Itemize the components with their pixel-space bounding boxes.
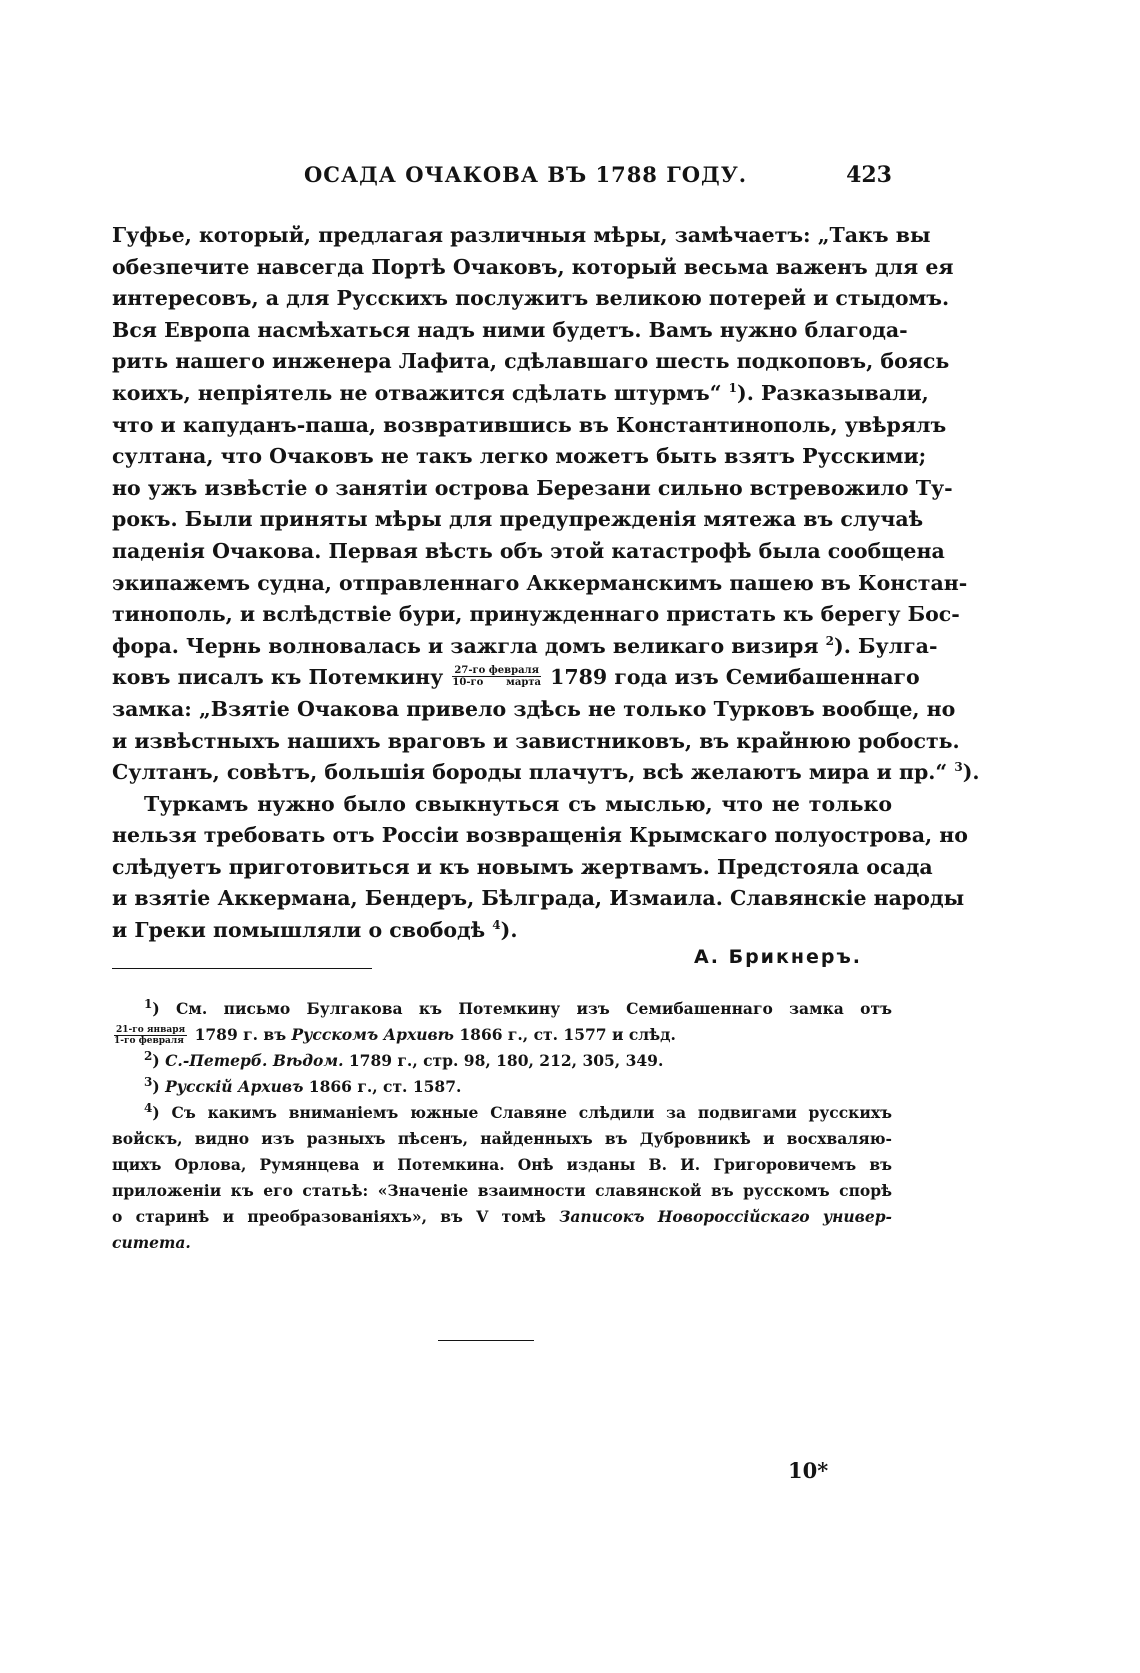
page-number: 423: [846, 162, 892, 188]
text-span: 1789 г., стр. 98, 180, 212, 305, 349.: [348, 1051, 664, 1070]
date-bottom: 1-го февраля: [114, 1035, 184, 1046]
text-line: но ужъ извѣстіе о занятіи острова Березани сильно встревожило Ту-: [112, 475, 953, 500]
text-span: ). Булга-: [834, 633, 938, 658]
text-span: ): [152, 1077, 166, 1096]
signature-row: [112, 946, 892, 976]
text-line: интересовъ, а для Русскихъ послужитъ великою потерей и стыдомъ.: [112, 286, 950, 311]
text-line: рокъ. Были приняты мѣры для предупрежденія мятежа въ случаѣ: [112, 507, 924, 532]
date-top: 21-го января: [116, 1024, 186, 1035]
footnote-line: [112, 996, 892, 1022]
footnote-marker: 4: [144, 1100, 153, 1115]
footnote-line: [112, 1022, 892, 1048]
text-span: ): [152, 1051, 166, 1070]
text-line: замка: „Взятіе Очакова привело здѣсь не только Турковъ вообще, но: [112, 696, 956, 721]
text-span: ) См. письмо Булгакова къ Потемкину изъ Семибашеннаго замка отъ: [152, 999, 892, 1018]
source-title: Русскій Архивъ: [165, 1077, 304, 1096]
footnote-line: [112, 1230, 892, 1256]
footnote-ref: 4: [492, 918, 501, 933]
date-fraction: [452, 665, 541, 688]
footnote-ref: 3: [954, 760, 963, 775]
text-line: [112, 915, 892, 947]
text-line: Гуфье, который, предлагая различныя мѣры, замѣчаетъ: „Такъ вы: [112, 223, 931, 247]
text-line: экипажемъ судна, отправленнаго Аккерманскимъ пашею въ Констан-: [112, 570, 968, 595]
footnote-ref: 1: [728, 381, 737, 396]
text-span: ).: [500, 918, 518, 943]
source-title: Записокъ Новороссійскаго универ-: [559, 1207, 892, 1226]
source-title: Русскомъ Архивѣ: [291, 1025, 454, 1044]
footnote-marker: 1: [144, 996, 153, 1011]
footnote-4: [112, 1100, 892, 1256]
source-title: ситета.: [112, 1233, 191, 1252]
text-span: ). Разказывали,: [737, 380, 929, 405]
footnote-marker: 3: [144, 1074, 153, 1089]
text-span: ковъ писалъ къ Потемкину: [112, 665, 444, 690]
text-span: Султанъ, совѣтъ, большія бороды плачутъ, всѣ желаютъ мира и пр.“: [112, 760, 948, 785]
footnote-line: [112, 1100, 892, 1126]
footnote-line: [112, 1048, 892, 1074]
text-span: коихъ, непріятель не отважится сдѣлать штурмъ“: [112, 380, 722, 405]
text-line: паденія Очакова. Первая вѣсть объ этой катастрофѣ была сообщена: [112, 538, 945, 563]
footnote-line: приложеніи къ его статьѣ: «Значеніе взаимности славянской въ русскомъ спорѣ: [112, 1181, 892, 1200]
text-line: [112, 662, 920, 694]
footnote-marker: 2: [144, 1048, 153, 1063]
footnotes: [112, 996, 892, 1256]
text-line: слѣдуетъ приготовиться и къ новымъ жертвамъ. Предстояла осада: [112, 854, 933, 879]
source-title: С.-Петерб. Вѣдом.: [165, 1051, 344, 1070]
text-span: и Греки помышляли о свободѣ: [112, 918, 486, 943]
footnote-separator-rule: [112, 968, 372, 969]
text-line: Туркамъ нужно было свыкнуться съ мыслью, что не только: [144, 791, 892, 816]
text-span: ) Съ какимъ вниманіемъ южные Славяне слѣдили за подвигами русскихъ: [152, 1103, 892, 1122]
text-span: фора. Чернь волновалась и зажгла домъ великаго визиря: [112, 633, 819, 658]
date-top: 27-го февраля: [454, 665, 539, 677]
text-span: 1866 г., ст. 1587.: [308, 1077, 462, 1096]
text-line: и взятіе Аккермана, Бендеръ, Бѣлграда, Измаила. Славянскіе народы: [112, 886, 965, 911]
closing-rule: [438, 1340, 534, 1341]
date-fraction: [114, 1025, 187, 1046]
footnote-line: войскъ, видно изъ разныхъ пѣсенъ, найденныхъ въ Дубровникѣ и восхваляю-: [112, 1129, 892, 1148]
footnote-2: [112, 1048, 892, 1074]
text-line: [112, 757, 980, 789]
footnote-1: [112, 996, 892, 1048]
text-line: нельзя требовать отъ Россіи возвращенія Крымскаго полуострова, но: [112, 823, 968, 848]
text-line: что и капуданъ-паша, возвратившись въ Константинополь, увѣрялъ: [112, 412, 947, 437]
text-span: о старинѣ и преобразованіяхъ», въ V томѣ: [112, 1207, 546, 1226]
text-line: и извѣстныхъ нашихъ враговъ и завистниковъ, въ крайнюю робость.: [112, 728, 960, 753]
text-line: тинополь, и вслѣдствіе бури, принужденнаго пристать къ берегу Бос-: [112, 602, 960, 627]
text-span: 1789 года изъ Семибашеннаго: [550, 665, 920, 690]
footnote-3: [112, 1074, 892, 1100]
main-text: [112, 220, 980, 947]
author-signature: А. Брикнеръ.: [694, 946, 862, 968]
text-line: рить нашего инженера Лафита, сдѣлавшаго шесть подкоповъ, боясь: [112, 349, 950, 374]
text-line: обезпечите навсегда Портѣ Очаковъ, который весьма важенъ для ея: [112, 254, 954, 279]
printer-signature-mark: 10*: [788, 1458, 829, 1483]
text-line: [112, 631, 938, 663]
date-bottom: 10-го марта: [452, 677, 541, 689]
text-span: 1789 г. въ: [194, 1025, 287, 1044]
text-line: [112, 378, 929, 410]
footnote-line: щихъ Орлова, Румянцева и Потемкина. Онѣ изданы В. И. Григоровичемъ въ: [112, 1155, 892, 1174]
footnote-line: [112, 1204, 892, 1230]
footnote-ref: 2: [825, 633, 835, 648]
text-line: султана, что Очаковъ не такъ легко можетъ быть взятъ Русскими;: [112, 444, 927, 469]
text-line: Вся Европа насмѣхаться надъ ними будетъ. Вамъ нужно благода-: [112, 317, 908, 342]
text-span: ).: [962, 760, 980, 785]
text-span: 1866 г., ст. 1577 и слѣд.: [459, 1025, 676, 1044]
running-title: ОСАДА ОЧАКОВА ВЪ 1788 ГОДУ.: [304, 162, 748, 187]
page-header: [112, 162, 892, 202]
footnote-line: [112, 1074, 892, 1100]
